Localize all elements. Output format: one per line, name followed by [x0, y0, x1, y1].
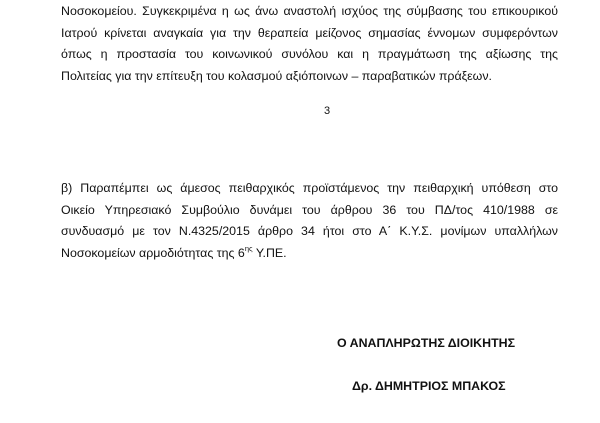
paragraph-line: Ιατρού κρίνεται αναγκαία για την θεραπεία μείζονος σημασίας έννομων συμφερόντων [61, 25, 558, 40]
last-line-suffix: Υ.ΠΕ. [252, 245, 287, 260]
paragraph-line: Νοσοκομείου. Συγκεκριμένα η ως άνω αναστολή ισχύος της σύμβασης του επικουρικού [61, 4, 558, 18]
paragraph-line: Οικείο Υπηρεσιακό Συμβούλιο δυνάμει του άρθρου 36 του ΠΔ/τος 410/1988 σε [61, 202, 558, 217]
paragraph-referral-decision [61, 178, 558, 264]
paragraph-line-last [61, 243, 558, 265]
signatory-title: Ο ΑΝΑΠΛΗΡΩΤΗΣ ΔΙΟΙΚΗΤΗΣ [337, 336, 516, 350]
ordinal-superscript: ης [244, 243, 253, 253]
paragraph-line: Πολιτείας για την επίτευξη του κολασμού αξιόποινων – παραβατικών πράξεων. [61, 68, 492, 83]
paragraph-suspension-justification [61, 1, 558, 87]
paragraph-line: β) Παραπέμπει ως άμεσος πειθαρχικός προϊστάμενος την πειθαρχική υπόθεση στο [61, 181, 558, 195]
paragraph-line: συνδυασμό με τον Ν.4325/2015 άρθρο 34 ήτοι στο Α΄ Κ.Υ.Σ. μονίμων υπαλλήλων [61, 224, 558, 238]
signatory-name: Δρ. ΔΗΜΗΤΡΙΟΣ ΜΠΑΚΟΣ [352, 379, 506, 393]
last-line-prefix: Νοσοκομείων αρμοδιότητας της 6 [61, 245, 245, 260]
page-number: 3 [324, 105, 331, 117]
paragraph-line: όπως η προστασία του κοινωνικού συνόλου και η πραγμάτωση της αξίωσης της [61, 47, 558, 61]
